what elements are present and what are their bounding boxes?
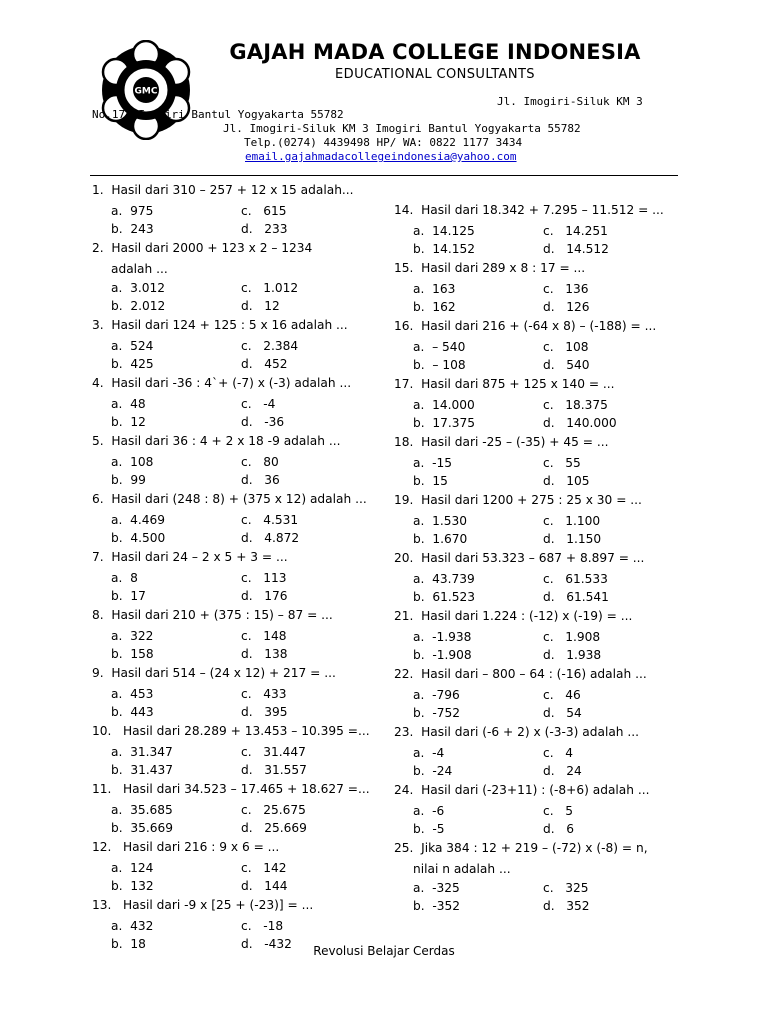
answer-option: c. 148 [241, 629, 287, 643]
answer-option: a. 48 [111, 397, 146, 411]
question-stem: Hasil dari -25 – (-35) + 45 = ... [421, 435, 609, 449]
answer-option: c. 80 [241, 455, 279, 469]
answer-option: b. 17.375 [413, 416, 476, 430]
answer-option: b. 31.437 [111, 763, 174, 777]
answer-options [394, 512, 684, 548]
question-stem: Hasil dari -9 x [25 + (-23)] = ... [119, 898, 314, 912]
question-stem: Hasil dari 514 – (24 x 12) + 217 = ... [111, 666, 336, 680]
answer-option: d. 105 [543, 474, 590, 488]
question-stem-continued: adalah ... [111, 262, 168, 276]
question-stem: Hasil dari 28.289 + 13.453 – 10.395 =... [119, 724, 370, 738]
answer-option: b. 17 [111, 589, 146, 603]
answer-option: a. -325 [413, 881, 460, 895]
answer-option: a. 43.739 [413, 572, 475, 586]
footer-tagline: Revolusi Belajar Cerdas [313, 944, 455, 958]
question-item [394, 201, 684, 258]
question-stem: Hasil dari (-23+11) : (-8+6) adalah ... [421, 783, 650, 797]
question-stem: Hasil dari 2000 + 123 x 2 – 1234 [111, 241, 313, 255]
answer-option: b. 443 [111, 705, 154, 719]
question-stem: Hasil dari (-6 + 2) x (-3-3) adalah ... [421, 725, 640, 739]
answer-option: a. 108 [111, 455, 154, 469]
answer-option: b. 35.669 [111, 821, 174, 835]
question-item [394, 549, 684, 606]
institution-name: GAJAH MADA COLLEGE INDONESIA [229, 40, 641, 64]
answer-options [92, 395, 382, 431]
answer-option: a. 3.012 [111, 281, 165, 295]
answer-option: b. -5 [413, 822, 445, 836]
answer-options [394, 222, 684, 258]
question-stem: Hasil dari 1200 + 275 : 25 x 30 = ... [421, 493, 642, 507]
question-stem: Hasil dari 53.323 – 687 + 8.897 = ... [421, 551, 645, 565]
address-line-1: Jl. Imogiri-Siluk KM 3 [497, 95, 643, 108]
answer-option: d. 31.557 [241, 763, 307, 777]
answer-option: d. 138 [241, 647, 288, 661]
question-number: 6. [92, 492, 104, 506]
answer-option: d. 233 [241, 222, 288, 236]
answer-option: c. 4.531 [241, 513, 299, 527]
answer-option: a. 31.347 [111, 745, 173, 759]
answer-option: b. -752 [413, 706, 461, 720]
answer-option: d. 54 [543, 706, 582, 720]
answer-option: c. 2.384 [241, 339, 299, 353]
gmc-logo [96, 40, 196, 140]
question-stem: Jika 384 : 12 + 219 – (-72) x (-8) = n, [421, 841, 648, 855]
answer-options [92, 453, 382, 489]
question-stem: Hasil dari 289 x 8 : 17 = ... [421, 261, 586, 275]
question-item [394, 781, 684, 838]
answer-option: c. 14.251 [543, 224, 608, 238]
question-stem: Hasil dari 210 + (375 : 15) – 87 = ... [111, 608, 333, 622]
answer-options [394, 280, 684, 316]
question-number: 4. [92, 376, 104, 390]
question-item [394, 433, 684, 490]
question-stem: Hasil dari 875 + 125 x 140 = ... [421, 377, 615, 391]
answer-option: c. 108 [543, 340, 589, 354]
question-number: 11. [92, 782, 112, 796]
question-item [394, 375, 684, 432]
answer-option: a. 4.469 [111, 513, 165, 527]
question-stem: Hasil dari – 800 – 64 : (-16) adalah ... [421, 667, 647, 681]
question-item [394, 839, 684, 915]
question-number: 20. [394, 551, 414, 565]
answer-option: d. -432 [241, 937, 292, 951]
question-item [92, 606, 382, 663]
answer-option: b. 425 [111, 357, 154, 371]
answer-option: d. 126 [543, 300, 590, 314]
question-number: 19. [394, 493, 414, 507]
question-number: 5. [92, 434, 104, 448]
answer-options [394, 628, 684, 664]
answer-option: c. -4 [241, 397, 276, 411]
answer-option: c. 61.533 [543, 572, 608, 586]
question-number: 15. [394, 261, 414, 275]
answer-option: d. 25.669 [241, 821, 307, 835]
answer-option: d. 6 [543, 822, 574, 836]
question-number: 8. [92, 608, 104, 622]
question-number: 23. [394, 725, 414, 739]
answer-option: b. 1.670 [413, 532, 468, 546]
answer-option: a. 163 [413, 282, 456, 296]
question-item [394, 665, 684, 722]
answer-option: d. 352 [543, 899, 590, 913]
answer-option: a. -796 [413, 688, 460, 702]
question-stem-continued: nilai n adalah ... [413, 862, 511, 876]
answer-option: a. 453 [111, 687, 154, 701]
question-number: 1. [92, 183, 104, 197]
answer-option: d. -36 [241, 415, 285, 429]
answer-option: d. 540 [543, 358, 590, 372]
institution-subtitle: EDUCATIONAL CONSULTANTS [335, 67, 535, 82]
answer-option: a. 14.125 [413, 224, 475, 238]
answer-option: b. 243 [111, 222, 154, 236]
phone-line: Telp.(0274) 4439498 HP/ WA: 0822 1177 3434 [244, 136, 523, 149]
answer-option: d. 144 [241, 879, 288, 893]
answer-option: b. -24 [413, 764, 453, 778]
answer-options [394, 802, 684, 838]
question-item [92, 838, 382, 895]
answer-options [92, 743, 382, 779]
question-number: 9. [92, 666, 104, 680]
question-item [92, 548, 382, 605]
answer-option: b. 2.012 [111, 299, 166, 313]
answer-option: c. 55 [543, 456, 581, 470]
email-link[interactable]: email.gajahmadacollegeindonesia@yahoo.com [245, 150, 517, 163]
question-item [92, 722, 382, 779]
answer-option: a. 14.000 [413, 398, 475, 412]
answer-option: a. 524 [111, 339, 154, 353]
answer-options [394, 744, 684, 780]
answer-option: c. 25.675 [241, 803, 306, 817]
answer-option: d. 4.872 [241, 531, 300, 545]
header-divider [90, 175, 678, 176]
question-stem: Hasil dari 216 + (-64 x 8) – (-188) = ... [421, 319, 657, 333]
answer-option: d. 61.541 [543, 590, 609, 604]
answer-option: a. -15 [413, 456, 452, 470]
question-item [394, 723, 684, 780]
answer-option: c. 1.100 [543, 514, 601, 528]
question-item [394, 259, 684, 316]
answer-option: d. 452 [241, 357, 288, 371]
answer-option: b. 158 [111, 647, 154, 661]
questions-left-column [92, 181, 382, 954]
answer-option: a. – 540 [413, 340, 466, 354]
question-number: 25. [394, 841, 414, 855]
question-stem: Hasil dari 216 : 9 x 6 = ... [119, 840, 280, 854]
answer-options [92, 279, 382, 315]
question-stem: Hasil dari 1.224 : (-12) x (-19) = ... [421, 609, 633, 623]
answer-option: c. 136 [543, 282, 589, 296]
answer-options [394, 396, 684, 432]
answer-options [394, 879, 684, 915]
answer-option: b. 18 [111, 937, 146, 951]
question-item [92, 490, 382, 547]
question-number: 14. [394, 203, 414, 217]
answer-option: c. 1.012 [241, 281, 299, 295]
answer-option: d. 140.000 [543, 416, 617, 430]
answer-option: b. 15 [413, 474, 448, 488]
question-number: 12. [92, 840, 112, 854]
question-item [394, 317, 684, 374]
answer-options [92, 627, 382, 663]
answer-options [92, 569, 382, 605]
answer-options [394, 686, 684, 722]
logo-text: GMC [134, 86, 158, 97]
answer-options [92, 511, 382, 547]
answer-option: c. 433 [241, 687, 287, 701]
answer-option: d. 395 [241, 705, 288, 719]
answer-option: a. 322 [111, 629, 154, 643]
answer-option: c. 615 [241, 204, 287, 218]
question-number: 16. [394, 319, 414, 333]
answer-option: c. 142 [241, 861, 287, 875]
answer-option: c. 113 [241, 571, 287, 585]
answer-option: c. 1.908 [543, 630, 601, 644]
question-item [394, 607, 684, 664]
question-item [92, 432, 382, 489]
address-line-2: No.17A Imogiri Bantul Yogyakarta 55782 [92, 108, 344, 121]
question-item [92, 239, 382, 315]
answer-option: b. 4.500 [111, 531, 166, 545]
answer-option: a. -1.938 [413, 630, 472, 644]
answer-option: a. -6 [413, 804, 445, 818]
question-stem: Hasil dari 24 – 2 x 5 + 3 = ... [111, 550, 288, 564]
answer-option: b. 162 [413, 300, 456, 314]
answer-option: a. 432 [111, 919, 154, 933]
answer-option: b. -352 [413, 899, 461, 913]
question-stem: Hasil dari 124 + 125 : 5 x 16 adalah ... [111, 318, 348, 332]
question-number: 10. [92, 724, 112, 738]
question-item [394, 491, 684, 548]
question-item [92, 780, 382, 837]
answer-option: a. -4 [413, 746, 445, 760]
question-stem: Hasil dari 310 – 257 + 12 x 15 adalah... [111, 183, 354, 197]
answer-option: c. 31.447 [241, 745, 306, 759]
questions-right-column [394, 201, 684, 916]
answer-option: d. 12 [241, 299, 280, 313]
question-stem: Hasil dari 34.523 – 17.465 + 18.627 =... [119, 782, 370, 796]
question-number: 21. [394, 609, 414, 623]
answer-option: c. 5 [543, 804, 573, 818]
answer-options [92, 801, 382, 837]
question-item [92, 664, 382, 721]
answer-options [92, 685, 382, 721]
question-stem: Hasil dari -36 : 4`+ (-7) x (-3) adalah ... [111, 376, 352, 390]
answer-option: c. 46 [543, 688, 581, 702]
question-item [92, 316, 382, 373]
question-number: 13. [92, 898, 112, 912]
answer-option: b. 99 [111, 473, 146, 487]
answer-option: d. 14.512 [543, 242, 609, 256]
answer-option: a. 124 [111, 861, 154, 875]
question-stem: Hasil dari 18.342 + 7.295 – 11.512 = ... [421, 203, 664, 217]
answer-option: a. 8 [111, 571, 138, 585]
question-number: 7. [92, 550, 104, 564]
answer-option: b. 61.523 [413, 590, 476, 604]
answer-options [394, 454, 684, 490]
answer-option: a. 35.685 [111, 803, 173, 817]
answer-option: b. -1.908 [413, 648, 472, 662]
answer-option: b. 12 [111, 415, 146, 429]
answer-option: c. 325 [543, 881, 589, 895]
answer-option: d. 24 [543, 764, 582, 778]
answer-options [394, 570, 684, 606]
answer-option: c. 4 [543, 746, 573, 760]
question-stem: Hasil dari (248 : 8) + (375 x 12) adalah ... [111, 492, 367, 506]
question-number: 3. [92, 318, 104, 332]
answer-option: d. 1.938 [543, 648, 602, 662]
answer-option: b. 132 [111, 879, 154, 893]
answer-option: c. -18 [241, 919, 284, 933]
answer-option: a. 975 [111, 204, 154, 218]
question-number: 24. [394, 783, 414, 797]
answer-options [92, 337, 382, 373]
answer-options [394, 338, 684, 374]
question-number: 2. [92, 241, 104, 255]
answer-option: d. 1.150 [543, 532, 602, 546]
answer-option: a. 1.530 [413, 514, 467, 528]
question-number: 22. [394, 667, 414, 681]
answer-option: d. 36 [241, 473, 280, 487]
answer-options [92, 859, 382, 895]
answer-options [92, 202, 382, 238]
answer-option: b. – 108 [413, 358, 466, 372]
question-item [92, 181, 382, 238]
answer-option: b. 14.152 [413, 242, 476, 256]
question-item [92, 374, 382, 431]
question-number: 18. [394, 435, 414, 449]
question-stem: Hasil dari 36 : 4 + 2 x 18 -9 adalah ... [111, 434, 341, 448]
address-line-3: Jl. Imogiri-Siluk KM 3 Imogiri Bantul Yogyakarta 55782 [223, 122, 581, 135]
answer-option: d. 176 [241, 589, 288, 603]
answer-option: c. 18.375 [543, 398, 608, 412]
question-number: 17. [394, 377, 414, 391]
